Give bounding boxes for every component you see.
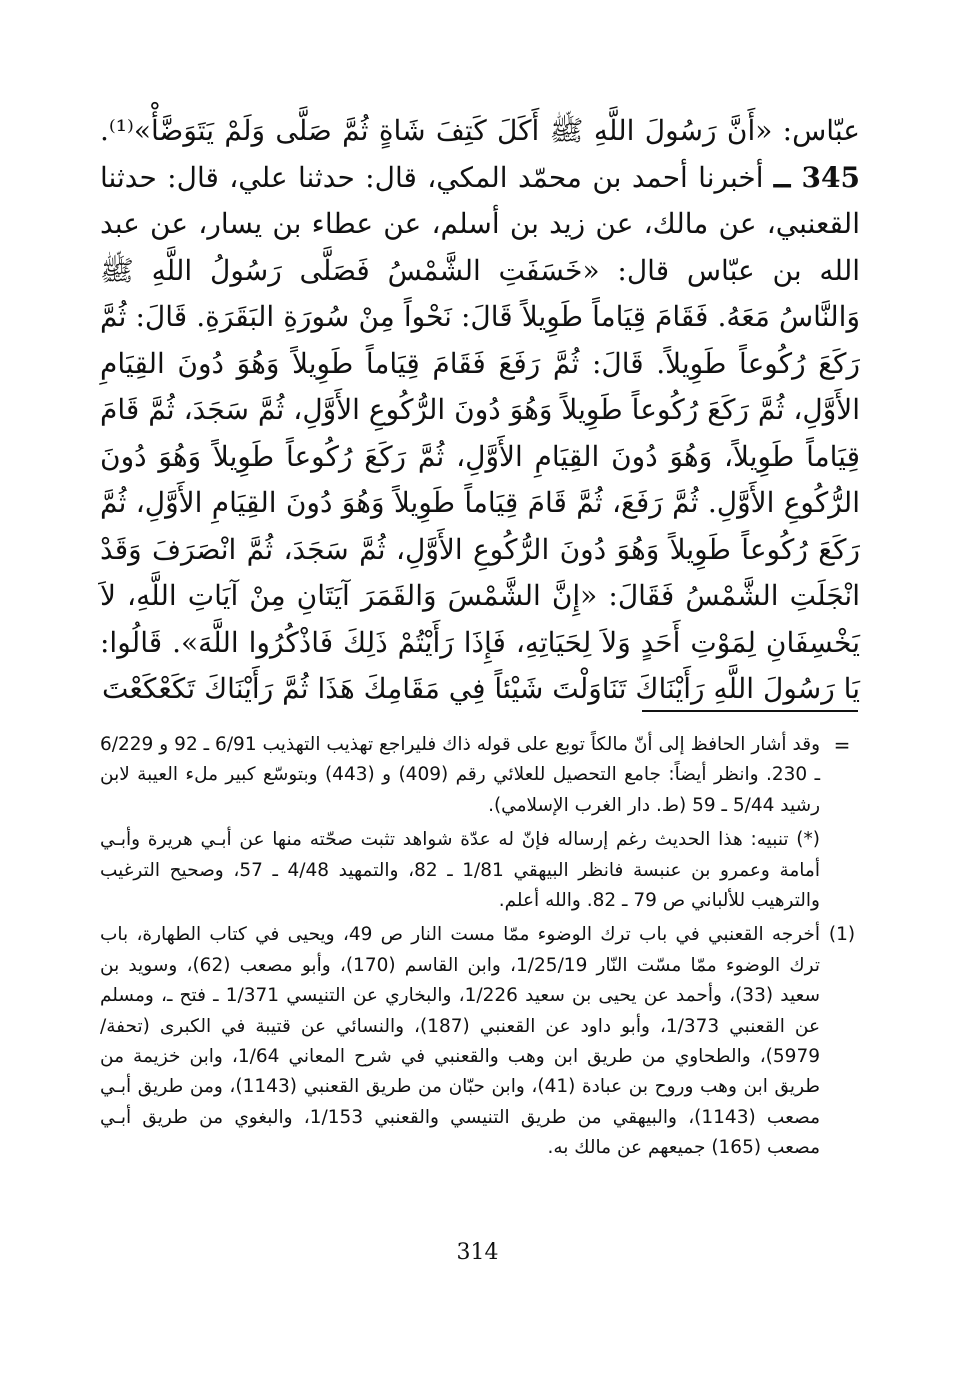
footnote-note <box>100 825 860 916</box>
hadith-text: أخبرنا أحمد بن محمّد المكي، قال: حدثنا علي، قال: حدثنا القعنبي، عن مالك، عن زيد بن أسلم، عن عطاء بن يسار، عن عبد الله بن عبّاس قال: «خَسَفَتِ الشَّمْسُ فَصَلَّى رَسُولُ اللَّهِ ﷺ وَالنَّاسُ مَعَهُ. فَقَامَ قِيَاماً طَوِيلاً قَالَ: نَحْواً مِنْ سُورَةِ البَقَرَةِ. قَالَ: ثُمَّ رَكَعَ رُكُوعاً طَوِيلاً. قَالَ: ثُمَّ رَفَعَ فَقَامَ قِيَاماً طَوِيلاً وَهُوَ دُونَ القِيَامِ الأَوَّلِ، ثُمَّ رَكَعَ رُكُوعاً طَوِيلاً وَهُوَ دُونَ الرُّكُوعِ الأَوَّلِ، ثُمَّ سَجَدَ، ثُمَّ قَامَ قِيَاماً طَوِيلاً، وَهُوَ دُونَ القِيَامِ الأَوَّلِ، ثُمَّ رَكَعَ رُكُوعاً طَوِيلاً وَهُوَ دُونَ الرُّكُوعِ الأَوَّلِ. ثُمَّ رَفَعَ، ثُمَّ قَامَ قِيَاماً طَوِيلاً وَهُوَ دُونَ القِيَامِ الأَوَّلِ، ثُمَّ رَكَعَ رُكُوعاً طَوِيلاً وَهُوَ دُونَ الرُّكُوعِ الأَوَّلِ، ثُمَّ سَجَدَ، ثُمَّ انْصَرَفَ وَقَدْ انْجَلَتِ الشَّمْسُ فَقَالَ: «إِنَّ الشَّمْسَ وَالقَمَرَ آيَتَانِ مِنْ آيَاتِ اللَّهِ، لاَ يَخْسِفَانِ لِمَوْتِ أَحَدٍ وَلاَ لِحَيَاتِهِ، فَإِذَا رَأَيْتُمْ ذَلِكَ فَاذْكُرُوا اللَّهَ». قَالُوا: يَا رَسُولَ اللَّهِ رَأَيْنَاكَ تَنَاوَلْتَ شَيْئاً فِي مَقَامِكَ هَذَا ثُمَّ رَأَيْنَاكَ تَكَعْكَعْتَ <box>100 160 861 705</box>
footnote-continuation-text: وقد أشار الحافظ إلى أنّ مالكاً توبع على قوله ذاك فليراجع تهذيب التهذيب 6/91 ـ 92 و 6/229 ـ 230. وانظر أيضاً: جامع التحصيل للعلائي رقم (409) و (443) وبتوسّع كبير ملء العيبة لابن رشيد 5/44 ـ 59 (ط. دار الغرب الإسلامي). <box>100 734 821 816</box>
main-paragraph-continuation: عبّاس: «أَنَّ رَسُولَ اللَّهِ ﷺ أَكَلَ كَتِفَ شَاةٍ ثُمَّ صَلَّى وَلَمْ يَتَوَضَّأْ»⁽¹⁾. <box>100 114 860 147</box>
footnotes <box>100 730 860 1168</box>
hadith-paragraph <box>100 155 860 713</box>
main-text <box>100 108 860 713</box>
footnote-continuation <box>100 730 860 821</box>
footnote-note-text: (*) تنبيه: هذا الحديث رغم إرساله فإنّ له عدّة شواهد تثبت صحّته منها عن أبـي هريرة وأبـي أمامة وعمرو بن عنبسة فانظر البيهقي 1/81 ـ 82، والتمهيد 4/48 ـ 57، وصحيح الترغيب والترهيب للألباني ص 79 ـ 82. والله أعلم. <box>100 829 820 912</box>
footnote-1-text: أخرجه القعنبي في باب ترك الوضوء ممّا مست النار ص 49، ويحيى في كتاب الطهارة، باب ترك الوضوء ممّا مسّت النّار 1/25/19، وابن القاسم (170)، وأبو مصعب (62)، وسويد بن سعيد (33)، وأحمد عن يحيى بن سعيد 1/226، والبخاري عن التنيسي 1/371 ـ فتح ـ، ومسلم عن القعنبي 1/373، وأبو داود عن القعنبي (187)، والنسائي عن قتيبة في الكبرى (تحفة/ 5979)، والطحاوي من طريق ابن وهب والقعنبي في شرح المعاني 1/64، وابن خزيمة من طريق ابن وهب وروح بن عبادة (41)، وابن حبّان من طريق القعنبي (1143)، ومن طريق أبـي مصعب (1143)، والبيهقي من طريق التنيسي والقعنبي 1/153، والبغوي من طريق أبـي مصعب (165) جميعهم عن مالك به. <box>100 924 821 1159</box>
page-number: 314 <box>456 1240 499 1265</box>
footnote-divider <box>642 710 858 712</box>
continuation-marker: = <box>833 733 851 757</box>
footnote-1 <box>100 920 860 1163</box>
footnote-1-marker: (1) <box>828 924 856 946</box>
hadith-number: 345 ــ <box>773 160 860 194</box>
